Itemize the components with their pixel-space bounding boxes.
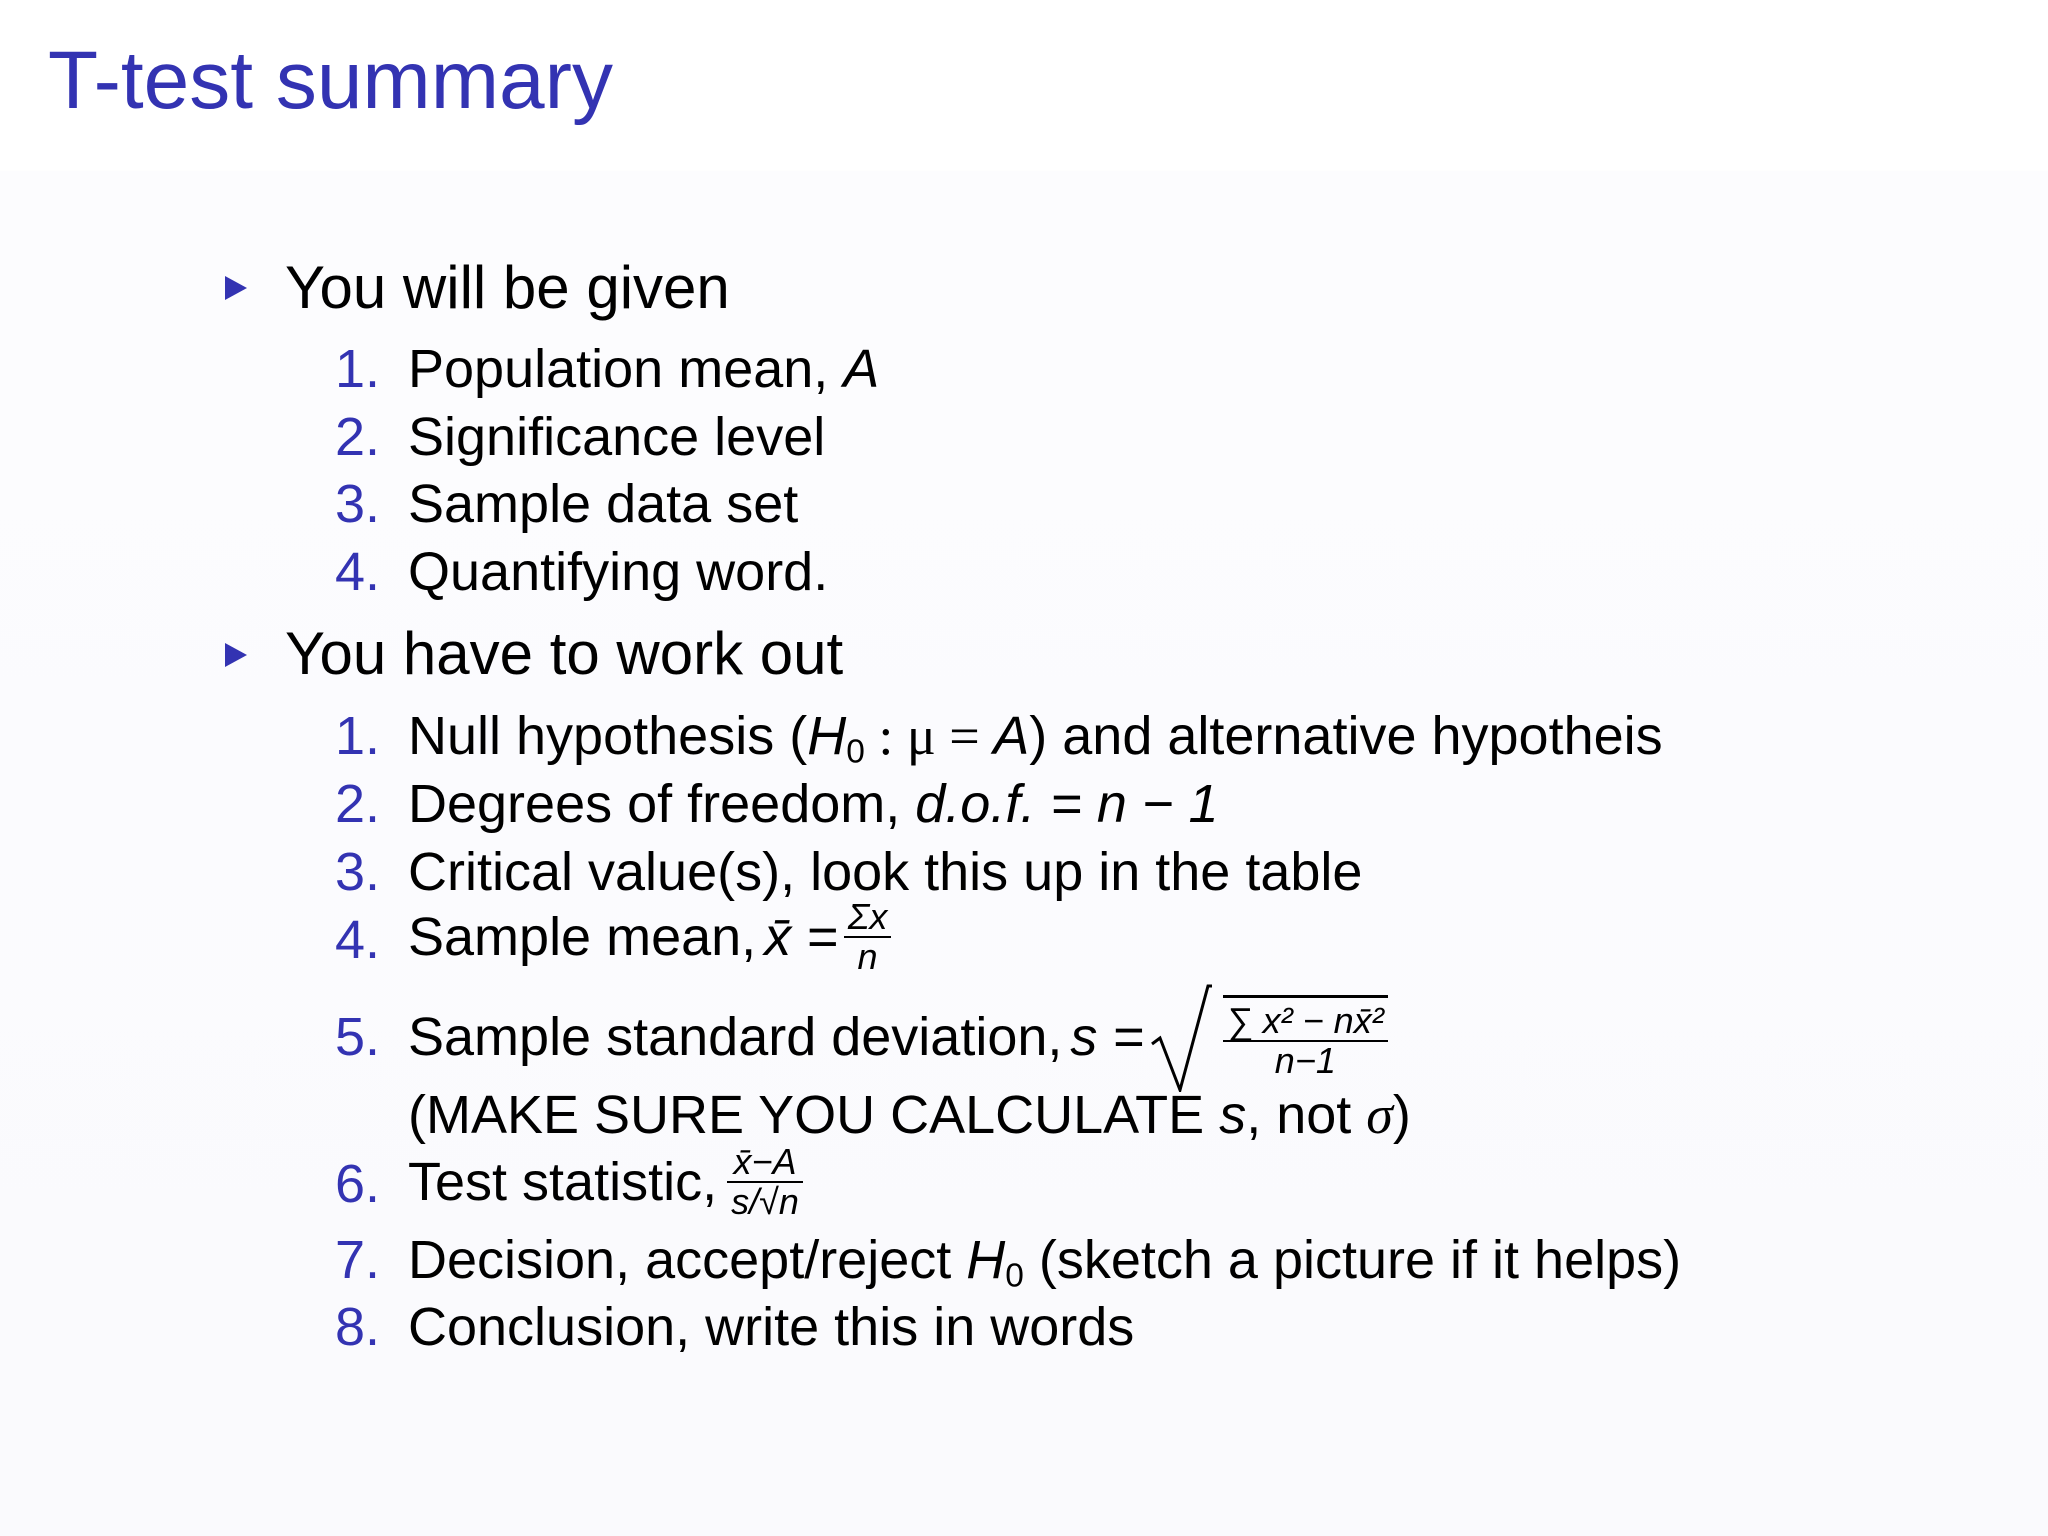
bullet-triangle-icon bbox=[225, 643, 247, 667]
square-root bbox=[1150, 982, 1392, 1092]
list-item-continuation: (MAKE SURE YOU CALCULATE s, not σ) bbox=[408, 1085, 1411, 1145]
list-item: Null hypothesis ($H_0$ : μ = A) and alternative hypotheis bbox=[408, 706, 1663, 771]
list-item: Sample standard deviation, s = $\frac{\text{∑ x² − nx̄²}}{n-1}$ bbox=[408, 982, 1392, 1092]
list-number: 6. bbox=[334, 1154, 380, 1214]
list-number: 8. bbox=[334, 1297, 380, 1357]
list-number: 1. bbox=[334, 339, 380, 399]
section-heading-work-out: You have to work out bbox=[285, 620, 844, 687]
list-number: 3. bbox=[334, 842, 380, 902]
list-number: 2. bbox=[334, 774, 380, 834]
list-number: 3. bbox=[334, 474, 380, 534]
fraction: $\frac{\text{∑ x² − nx̄²}}{n-1}$ bbox=[1223, 995, 1388, 1080]
list-item: Quantifying word. bbox=[408, 542, 829, 602]
list-number: 4. bbox=[334, 910, 380, 970]
list-item: Sample data set bbox=[408, 474, 799, 534]
section-heading-given: You will be given bbox=[285, 254, 730, 321]
list-item: Test statistic, $\frac{x̄-A}{s/√n}$ bbox=[408, 1143, 807, 1221]
list-number: 7. bbox=[334, 1230, 380, 1290]
list-item: Sample mean, x̄ = $\frac{\Sigma x}{n}$ bbox=[408, 898, 895, 976]
list-number: 1. bbox=[334, 706, 380, 766]
list-number: 2. bbox=[334, 407, 380, 467]
list-item: Critical value(s), look this up in the table bbox=[408, 842, 1363, 902]
list-item: Degrees of freedom, d.o.f. = n − 1 bbox=[408, 774, 1219, 834]
radical-sign-icon bbox=[1150, 982, 1212, 1092]
list-number: 4. bbox=[334, 542, 380, 602]
fraction: $\frac{\Sigma x}{n}$ bbox=[844, 898, 892, 976]
fraction: $\frac{x̄-A}{s/√n}$ bbox=[727, 1143, 803, 1221]
list-item: Significance level bbox=[408, 407, 826, 467]
list-item: Decision, accept/reject $H_0$ (sketch a picture if it helps) bbox=[408, 1230, 1682, 1295]
list-item: Conclusion, write this in words bbox=[408, 1297, 1135, 1357]
list-item: Population mean, A bbox=[408, 339, 880, 399]
slide-title: T-test summary bbox=[48, 35, 613, 126]
list-number: 5. bbox=[334, 1007, 380, 1067]
bullet-triangle-icon bbox=[225, 276, 247, 300]
